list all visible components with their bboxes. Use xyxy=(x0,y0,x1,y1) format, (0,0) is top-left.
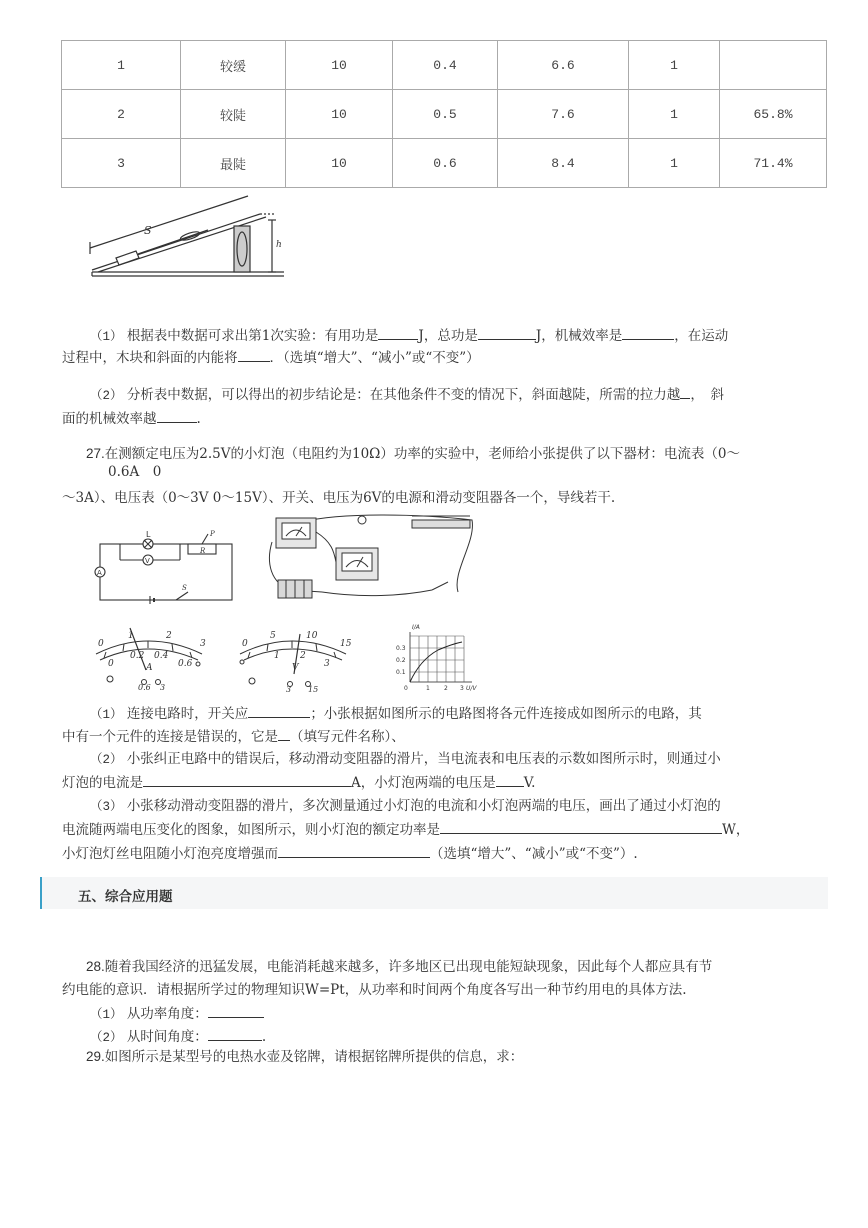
graph-x-1: 1 xyxy=(426,685,430,692)
blank-efficiency[interactable] xyxy=(622,325,674,340)
table-cell: 6.6 xyxy=(498,41,629,90)
table-cell: 1 xyxy=(629,41,720,90)
blank-useful-work[interactable] xyxy=(378,325,418,340)
incline-figure xyxy=(88,192,288,282)
blank-power-method[interactable] xyxy=(208,1003,264,1018)
ammeter-top-2: 2 xyxy=(166,631,172,641)
table-cell: 10 xyxy=(286,41,393,90)
table-cell: 10 xyxy=(286,139,393,188)
graph-x-label: U/V xyxy=(466,685,477,692)
table-row xyxy=(62,90,827,139)
q28-p1: （1） 从功率角度： xyxy=(90,1003,264,1025)
q28-p2: （2） 从时间角度： . xyxy=(90,1026,266,1048)
graph-y-label: I/A xyxy=(412,624,420,631)
blank-resistance-trend[interactable] xyxy=(278,843,430,858)
blank-efficiency-trend[interactable] xyxy=(157,408,197,423)
q27-p2-line2: 灯泡的电流是 A，小灯泡两端的电压是 V. xyxy=(62,772,535,793)
table-row xyxy=(62,41,827,90)
q27-p1-line2: 中有一个元件的连接是错误的，它是 （填写元件名称）、 xyxy=(62,726,405,747)
ammeter-bottom-3: 0.6 xyxy=(178,659,193,669)
q27-p3-line3: 小灯泡灯丝电阻随小灯泡亮度增强而 （选填“增大”、“减小”或“不变”）. xyxy=(62,843,638,864)
blank-rated-power[interactable] xyxy=(440,819,722,834)
voltmeter-top-0: 0 xyxy=(242,639,248,649)
ammeter-unit: A xyxy=(146,663,153,673)
table-cell: 8.4 xyxy=(498,139,629,188)
q27-p3-line2: 电流随两端电压变化的图象，如图所示，则小灯泡的额定功率是 W， xyxy=(62,819,749,840)
table-cell: 2 xyxy=(62,90,181,139)
q26-p1-line2: 过程中，木块和斜面的内能将 ．（选填“增大”、“减小”或“不变”） xyxy=(62,347,480,368)
table-cell: 较陡 xyxy=(181,90,286,139)
q26-p2-line2: 面的机械效率越 . xyxy=(62,408,201,429)
table-cell: 1 xyxy=(62,41,181,90)
table-cell: 最陡 xyxy=(181,139,286,188)
voltmeter-top-1: 5 xyxy=(270,631,276,641)
graph-y-0.1: 0.1 xyxy=(396,669,406,676)
q28-stem-line1: 28.随着我国经济的迅猛发展，电能消耗越来越多，许多地区已出现电能短缺现象，因此每个人都应具有节 xyxy=(86,959,713,975)
table-row xyxy=(62,139,827,188)
table-cell: 3 xyxy=(62,139,181,188)
table-cell: 65.8% xyxy=(720,90,827,139)
q26-p1-line1: （1） 根据表中数据可求出第1次实验：有用功是 J，总功是 J，机械效率是 ，在运动 xyxy=(90,325,728,347)
q27-p3-line1: （3） 小张移动滑动变阻器的滑片，多次测量通过小灯泡的电流和小灯泡两端的电压，画出了通过小灯泡的 xyxy=(90,798,721,814)
blank-internal-energy[interactable] xyxy=(238,347,270,362)
experiment-table xyxy=(61,40,827,188)
blank-switch-state[interactable] xyxy=(248,703,310,718)
q27-stem-line2: 0.6A 0 xyxy=(108,464,162,480)
ammeter-bottom-0: 0 xyxy=(108,659,114,669)
voltmeter-top-3: 15 xyxy=(340,639,352,649)
table-cell: 较缓 xyxy=(181,41,286,90)
blank-voltage[interactable] xyxy=(496,772,524,787)
voltmeter-dial xyxy=(228,626,358,692)
q27-stem-line1: 27.在测额定电压为2.5V的小灯泡（电阻约为10Ω）功率的实验中，老师给小张提供了以下器材：电流表（0～ xyxy=(86,446,740,462)
circuit-ammeter-label: A xyxy=(97,569,102,577)
blank-total-work[interactable] xyxy=(478,325,536,340)
table-cell: 0.4 xyxy=(393,41,498,90)
q29-stem: 29.如图所示是某型号的电热水壶及铭牌，请根据铭牌所提供的信息，求： xyxy=(86,1049,524,1065)
section-title: 五、综合应用题 xyxy=(78,889,173,905)
ammeter-top-0: 0 xyxy=(98,639,104,649)
table-cell: 1 xyxy=(629,139,720,188)
voltmeter-top-2: 10 xyxy=(306,631,318,641)
voltmeter-terminal-1: 3 xyxy=(286,685,292,692)
ammeter-dial xyxy=(84,624,214,690)
graph-x-0: 0 xyxy=(404,685,408,692)
voltmeter-unit: V xyxy=(292,663,299,673)
q28-stem-line2: 约电能的意识．请根据所学过的物理知识W=Pt，从功率和时间两个角度各写出一种节约用电的具体方法. xyxy=(62,982,687,998)
table-cell: 7.6 xyxy=(498,90,629,139)
table-cell xyxy=(720,41,827,90)
ammeter-top-3: 3 xyxy=(200,639,206,649)
table-cell: 0.5 xyxy=(393,90,498,139)
ammeter-bottom-2: 0.4 xyxy=(154,651,169,661)
q27-p1-line1: （1） 连接电路时，开关应 ；小张根据如图所示的电路图将各元件连接成如图所示的电路，其 xyxy=(90,703,702,725)
table-cell: 1 xyxy=(629,90,720,139)
ammeter-terminal-2: 3 xyxy=(160,683,166,690)
incline-h-label: h xyxy=(276,240,282,250)
circuit-p-label: P xyxy=(210,530,215,538)
circuit-r-label: R xyxy=(200,547,206,555)
table-cell: 71.4% xyxy=(720,139,827,188)
q27-p2-line1: （2） 小张纠正电路中的错误后，移动滑动变阻器的滑片，当电流表和电压表的示数如图所示时，则通过小 xyxy=(90,751,721,767)
circuit-lamp-label: L xyxy=(146,530,151,539)
ammeter-top-1: 1 xyxy=(128,631,134,641)
circuit-voltmeter-label: V xyxy=(145,557,150,565)
section-header xyxy=(40,877,828,909)
circuit-s-label: S xyxy=(182,584,187,592)
blank-time-method[interactable] xyxy=(208,1026,262,1041)
blank-wrong-component[interactable] xyxy=(278,726,290,741)
graph-x-2: 2 xyxy=(444,685,448,692)
ammeter-bottom-1: 0.2 xyxy=(130,651,145,661)
voltmeter-bottom-1: 1 xyxy=(274,651,280,661)
q26-p2-line1: （2） 分析表中数据，可以得出的初步结论是：在其他条件不变的情况下，斜面越陡，所需的拉力越 ， 斜 xyxy=(90,384,724,406)
ammeter-terminal-1: 0.6 xyxy=(138,683,151,690)
table-cell: 0.6 xyxy=(393,139,498,188)
iu-graph xyxy=(390,620,480,692)
graph-x-3: 3 xyxy=(460,685,464,692)
physical-circuit-figure xyxy=(262,512,482,604)
blank-current[interactable] xyxy=(143,772,351,787)
q27-stem-line3: ～3A）、电压表（0～3V 0～15V）、开关、电压为6V的电源和滑动变阻器各一个，导线若干. xyxy=(62,490,616,506)
blank-force-trend[interactable] xyxy=(680,384,690,399)
circuit-diagram xyxy=(90,528,240,608)
incline-s-label: S xyxy=(144,224,152,237)
voltmeter-terminal-2: 15 xyxy=(308,685,319,692)
voltmeter-bottom-3: 3 xyxy=(324,659,330,669)
graph-y-0.2: 0.2 xyxy=(396,657,406,664)
table-cell: 10 xyxy=(286,90,393,139)
graph-y-0.3: 0.3 xyxy=(396,645,406,652)
voltmeter-bottom-2: 2 xyxy=(300,651,306,661)
